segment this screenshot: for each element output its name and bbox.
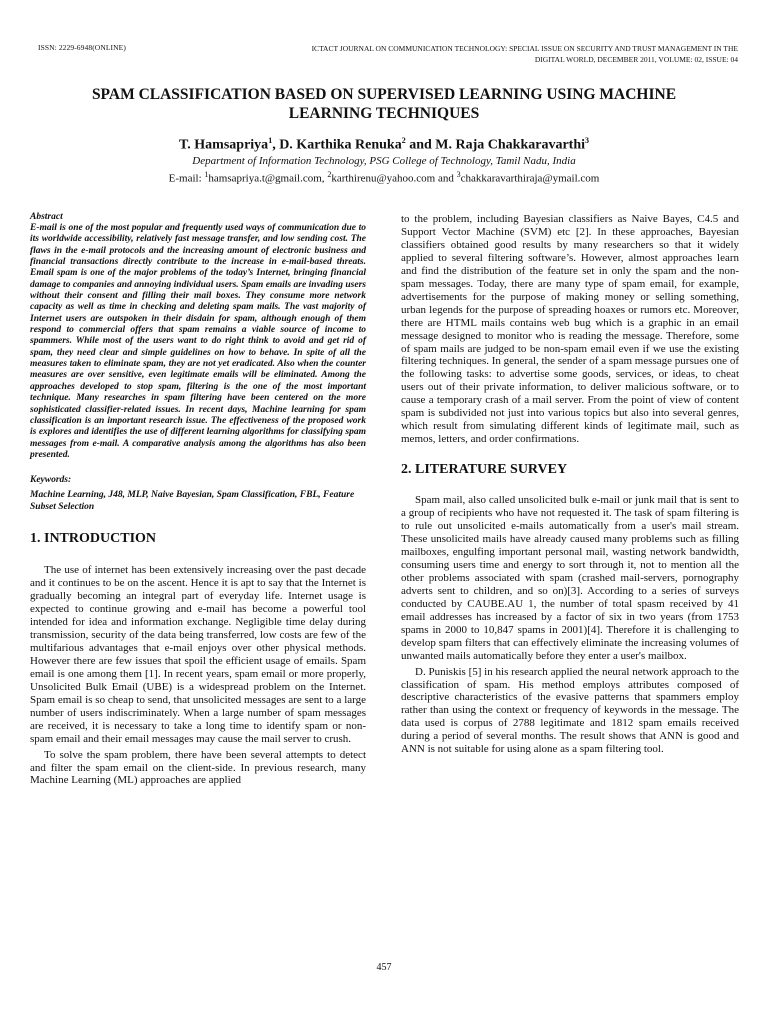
author-list [30, 136, 738, 154]
right-column [401, 213, 739, 756]
abstract-text: E-mail is one of the most popular and frequently used ways of communication due to its worldwide accessibility, relatively fast message transfer, and low sending cost. The flaws in the e-mail protocols and the increasing amount of electronic business and financial transactions directly contribute to the increase in e-mail-based threats. Email spam is one of the major problems of the today’s Internet, bringing financial damage to companies and annoying individual users. Spam emails are invading users without their consent and filling their mail boxes. They consume more network capacity as well as time in checking and deleting spam mails. The vast majority of Internet users are outspoken in their disdain for spam, although enough of them respond to commercial offers that spam remains a viable source of income to spammers. While most of the users want to do right think to avoid and get rid of spam, they need clear and simple guidelines on how to behave. In spite of all the measures taken to eliminate spam, they are not yet eradicated. Also when the counter measures are over sensitive, even legitimate emails will be eliminated. Among the approaches developed to stop spam, filtering is the one of the most important technique. Many researches in spam filtering have been centered on the more sophisticated classifier-related issues. In recent days, Machine learning for spam classification is an important research issue. The effectiveness of the proposed work is explores and identifies the use of different learning algorithms for classifying spam messages from e-mail. A comparative analysis among the algorithms has also been presented. [30, 223, 366, 460]
page-number: 457 [376, 962, 392, 973]
author-name: T. Hamsapriya [178, 137, 269, 153]
paper-title-line2: LEARNING TECHNIQUES [288, 105, 480, 122]
author-name: , D. Karthika Renuka [272, 137, 402, 153]
left-column [30, 212, 366, 787]
introduction-paragraph: The use of internet has been extensively increasing over the past decade and it continues to be on the ascent. Hence it is apt to say that the Internet is gradually becoming an integral part of everyday life. Internet usage is expected to continue growing and e-mail has become a powerful tool intended for idea and information exchange. Negligible time delay during transmission, security of the data being transferred, low costs are few of the multifarious advantages that e-mail enjoys over other physical methods. However there are few issues that spoil the efficient usage of emails. Spam email is one among them [1]. In recent years, spam email or more properly, Unsolicited Bulk Email (UBE) is a widespread problem on the Internet. Spam email is so cheap to send, that unsolicited messages are sent to a large number of users indiscriminately. When a large number of spam messages are received, it is necessary to take a long time to identify spam or non-spam email and their email messages may cause the mail server to crush. [30, 564, 366, 745]
affiliation-mark: 3 [456, 170, 461, 179]
email-address: karthirenu@yahoo.com and [331, 172, 457, 185]
affiliation-mark: 2 [327, 170, 332, 179]
author-name: and M. Raja Chakkaravarthi [405, 137, 586, 153]
paper-title-line1: SPAM CLASSIFICATION BASED ON SUPERVISED LEARNING USING MACHINE [91, 86, 677, 103]
email-prefix: E-mail: [168, 172, 205, 185]
issn-header: ISSN: 2229-6948(ONLINE) [38, 43, 126, 52]
department-line: Department of Information Technology, PSG College of Technology, Tamil Nadu, India [192, 155, 576, 167]
keywords-heading: Keywords: [30, 475, 72, 486]
paper-title [30, 85, 738, 123]
keywords-text: Machine Learning, J48, MLP, Naive Bayesian, Spam Classification, FBL, Feature Subset Selection [30, 490, 355, 512]
affiliation-mark: 1 [268, 136, 273, 145]
literature-paragraph: Spam mail, also called unsolicited bulk e-mail or junk mail that is sent to a group of recipients who have not requested it. The task of spam filtering is to rule out unsolicited e-mails automatically from a user's mail stream. These unsolicited mails have already caused many problems such as filling mailboxes, engulfing important personal mail, wasting network bandwidth, consuming users time and energy to sort through it, not to mention all the other problems associated with spam (crashed mail-servers, pornography adverts sent to children, and so on)[3]. According to a series of surveys conducted by CAUBE.AU 1, the number of total spasm received by 41 email addresses has increased by a factor of six in two years (from 1753 spams in 2000 to 10,847 spams in 2001)[4]. Therefore it is challenging to develop spam filters that can effectively eliminate the increasing volumes of unwanted mails automatically before they enter a user's mailbox. [401, 494, 739, 662]
introduction-heading: 1. INTRODUCTION [30, 531, 157, 547]
literature-paragraph: D. Puniskis [5] in his research applied the neural network approach to the classification of spam. His method employs attributes composed of descriptive characteristics of the evasive patterns that spammers employ rather than using the context or frequency of keywords in the message. The data used is corpus of 2788 legitimate and 1812 spam emails received during a period of several months. The result shows that ANN is good and ANN is not suitable for using alone as a spam filtering tool. [401, 665, 739, 756]
continued-paragraph: to the problem, including Bayesian classifiers as Naive Bayes, C4.5 and Support Vector Machine (SVM) etc [2]. In these approaches, Bayesian classifiers obtained good results by many researchers so that it widely applied to several filtering software’s. However, almost approaches learn and find the distribution of the feature set in only the spam and the non-spam messages. Today, there are many type of spam email, for example, advertisements for the purpose of making money or selling something, urban legends for the purpose of spreading hoaxes or rumors etc. Moreover, there are HTML mails contains web bug which is a graphic in an email message designed to monitor who is reading the message. Therefore, some of spam mails are judged to be non-spam email even if we use the existing filtering techniques. In general, the sender of a spam message pursues one of the following tasks: to advertise some goods, services, or ideas, to cheat users out of their private information, to deliver malicious software, or to cause a temporary crash of a mail server. From the point of view of content spam is subdivided not just into various topics but also into several genres, which result from simulating different kinds of legitimate mail, such as memos, letters, and order confirmations. [401, 213, 739, 446]
journal-header-line1: ICTACT JOURNAL ON COMMUNICATION TECHNOLOGY: SPECIAL ISSUE ON SECURITY AND TRUST MANAGEMENT IN THE [311, 44, 738, 53]
abstract-heading: Abstract [30, 212, 63, 222]
introduction-paragraph: To solve the spam problem, there have been several attempts to detect and filter the spam email on the client-side. In previous research, many Machine Learning (ML) approaches are applied [30, 748, 366, 787]
journal-header-line2: DIGITAL WORLD, DECEMBER 2011, VOLUME: 02, ISSUE: 04 [534, 55, 738, 64]
affiliation-mark: 1 [204, 170, 209, 179]
affiliation-mark: 2 [401, 136, 406, 145]
email-line [30, 170, 738, 185]
affiliation-mark: 3 [585, 136, 590, 145]
email-address: chakkaravarthiraja@ymail.com [460, 172, 600, 185]
literature-survey-heading: 2. LITERATURE SURVEY [401, 462, 568, 478]
journal-header [178, 43, 738, 65]
email-address: hamsapriya.t@gmail.com, [208, 172, 328, 185]
